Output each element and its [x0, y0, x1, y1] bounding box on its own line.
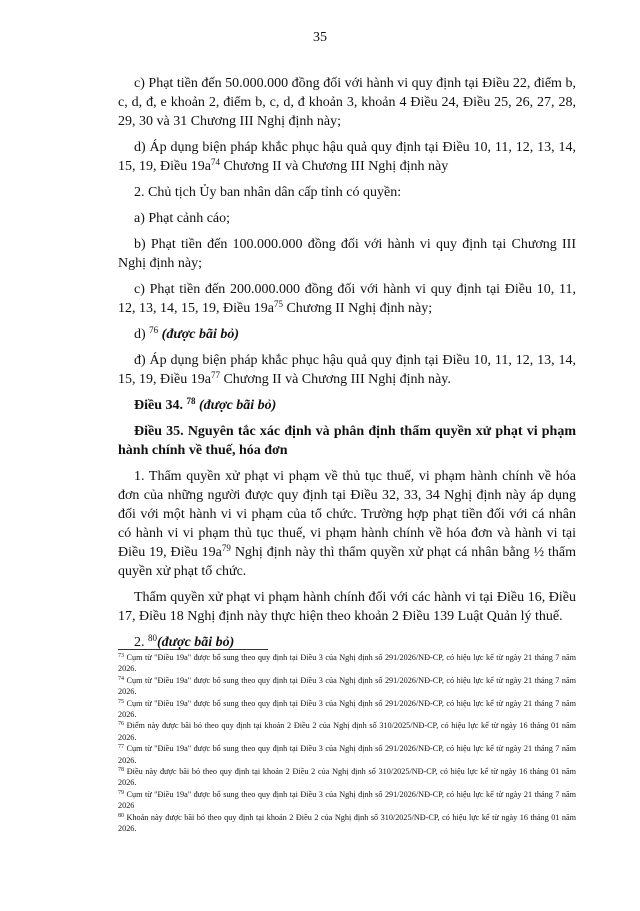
footnote-76: $^{76}$ Điểm này được bãi bỏ theo quy định tại khoản 2 Điều 2 của Nghị định số 310/2025/NĐ-CP, có hiệu lực kể từ ngày 16 tháng 01 năm 2026. — [118, 721, 577, 742]
footnote-80: $^{80}$ Khoản này được bãi bỏ theo quy định tại khoản 2 Điều 2 của Nghị định số 310/2025/NĐ-CP, có hiệu lực kể từ ngày 16 tháng 01 năm 2026. — [118, 812, 577, 834]
footnote-78: $^{78}$ Điều này được bãi bỏ theo quy định tại khoản 2 Điều 2 của Nghị định số 310/2025/NĐ-CP, có hiệu lực kể từ ngày 16 tháng 01 năm 2026. — [118, 767, 577, 788]
footnote-ref-76[interactable]: 76 — [149, 325, 159, 335]
paragraph-clause-2: 2. Chủ tịch Ủy ban nhân dân cấp tỉnh có quyền: — [134, 185, 402, 200]
paragraph-point-a: a) Phạt cảnh cáo; — [134, 211, 231, 226]
article-35-heading: Điều 35. Nguyên tắc xác định và phân định thẩm quyền xử phạt vi phạm hành chính về thuế, hóa đơn — [118, 424, 576, 458]
article-35-clause-1: 1. Thẩm quyền xử phạt vi phạm về thủ tục thuế, vi phạm hành chính về hóa đơn của những người được quy định tại Điều 32, 33, 34 Nghị định này áp dụng đối với một hành vi vi phạm của tổ chức. Trường hợp phạt tiền đối với cá nhân có hành vi vi phạm thủ tục thuế, vi phạm hành chính về hóa đơn và hành vi tại Điều 19, Điều $19a^{79}$ Nghị định này thì thẩm quyền xử phạt cá nhân bằng ½ thẩm quyền xử phạt tổ chức. — [118, 469, 576, 579]
paragraph-point-c-2: c) Phạt tiền đến 200.000.000 đồng đối với hành vi quy định tại Điều 10, 11, 12, 13, 14, 15, 19, Điều $19a^{75}$ Chương II Nghị định này; — [118, 282, 576, 316]
footnote-77: $^{77}$ Cụm từ "Điều 19a" được bổ sung theo quy định tại Điều 3 của Nghị định số 291/2026/NĐ-CP, có hiệu lực kể từ ngày 21 tháng 7 năm 2026. — [118, 744, 576, 765]
footnote-79: $^{79}$ Cụm từ "Điều 19a" được bổ sung theo quy định tại Điều 3 của Nghị định số 291/2026/NĐ-CP, có hiệu lực kể từ ngày 21 tháng 7 năm 2026 — [118, 789, 576, 811]
footnote-ref-78[interactable]: 78 — [186, 396, 196, 406]
footnote-ref-80[interactable]: 80 — [148, 633, 157, 643]
document-body — [118, 74, 576, 659]
article-35-clause-2: 2. $^{80}$(được bãi bỏ) — [134, 633, 235, 650]
paragraph-point-c: c) Phạt tiền đến 50.000.000 đồng đối với hành vi quy định tại Điều 22, điểm b, c, d, đ, e khoản 2, điểm b, c, d, đ khoản 3, khoản 4 Điều 24, Điều 25, 26, 27, 28, 29, 30 và 31 Chương III Nghị định này; — [118, 76, 576, 129]
footnote-73: $^{73}$ Cụm từ "Điều 19a" được bổ sung theo quy định tại Điều 3 của Nghị định số 291/2026/NĐ-CP, có hiệu lực kể từ ngày 21 tháng 7 năm 2026. — [118, 653, 576, 674]
footnote-74: $^{74}$ Cụm từ "Điều 19a" được bổ sung theo quy định tại Điều 3 của Nghị định số 291/2026/NĐ-CP, có hiệu lực kể từ ngày 21 tháng 7 năm 2026. — [118, 675, 576, 697]
footnote-ref-75[interactable]: 75 — [273, 299, 283, 309]
footnotes — [118, 652, 576, 835]
article-35-clause-1-cont: Thẩm quyền xử phạt vi phạm hành chính đối với các hành vi tại Điều 16, Điều 17, Điều 18 Nghị định này thực hiện theo khoản 2 Điều 139 Luật Quản lý thuế. — [118, 590, 576, 624]
footnote-ref-74[interactable]: 74 — [210, 157, 220, 167]
paragraph-point-dd: đ) Áp dụng biện pháp khắc phục hậu quả quy định tại Điều 10, 11, 12, 13, 14, 15, 19, Điều $19a^{77}$ Chương II và Chương III Nghị định này. — [118, 353, 576, 387]
paragraph-point-d-repealed: d) $^{76}$ (được bãi bỏ) — [134, 325, 239, 342]
paragraph-point-d: d) Áp dụng biện pháp khắc phục hậu quả quy định tại Điều 10, 11, 12, 13, 14, 15, 19, Điều $19a^{74}$ Chương II và Chương III Nghị định này — [118, 140, 576, 174]
footnote-divider — [118, 649, 268, 650]
footnote-75: $^{75}$ Cụm từ "Điều 19a" được bổ sung theo quy định tại Điều 3 của Nghị định số 291/2026/NĐ-CP, có hiệu lực kể từ ngày 21 tháng 7 năm 2026. — [118, 698, 576, 720]
footnote-ref-79[interactable]: 79 — [221, 543, 231, 553]
footnote-ref-77[interactable]: 77 — [210, 370, 220, 380]
page-number: 35 — [313, 30, 327, 45]
paragraph-point-b: b) Phạt tiền đến 100.000.000 đồng đối với hành vi quy định tại Chương III Nghị định này; — [118, 237, 576, 271]
article-34-heading: Điều 34. $^{78}$ (được bãi bỏ) — [134, 396, 277, 413]
